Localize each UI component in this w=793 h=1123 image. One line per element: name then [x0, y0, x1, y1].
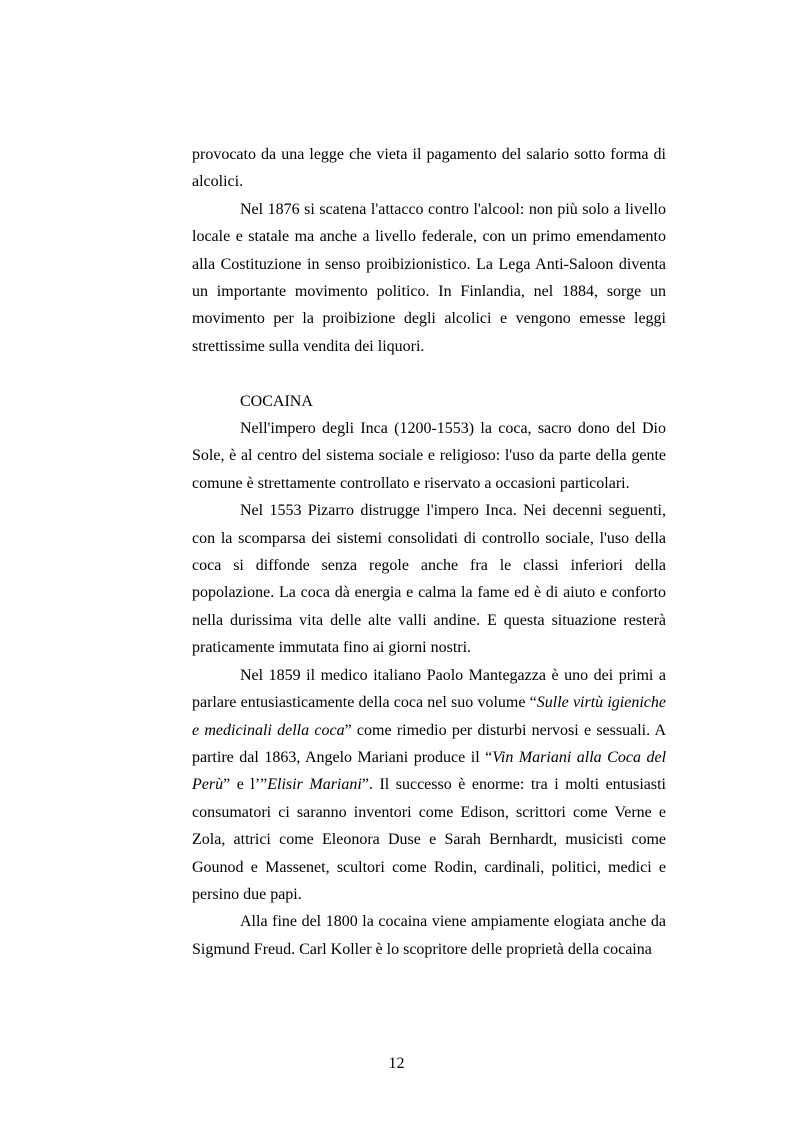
text-run: ”. Il successo è enorme: tra i molti entusiasti consumatori ci saranno inventori come Edison, scrittori come Verne e Zola, attrici come Eleonora Duse e Sarah Bernhardt, musicisti come Gounod e Massenet, scultori come Rodin, cardinali, politici, medici e persino due papi.	[192, 776, 667, 903]
page-number: 12	[388, 1055, 405, 1072]
product-name-elisir-mariani: Elisir Mariani	[267, 776, 362, 794]
paragraph-mantegazza	[192, 662, 666, 909]
book-title: Sulle virtù igieniche e medicinali della coca	[192, 694, 667, 739]
text-run: ” e l’”	[223, 776, 268, 794]
paragraph-pizarro: Nel 1553 Pizarro distrugge l'impero Inca. Nei decenni seguenti, con la scomparsa dei sistemi consolidati di controllo sociale, l'uso della coca si diffonde senza regole anche fra le classi inferiori della popolazione. La coca dà energia e calma la fame ed è di aiuto e conforto nella durissima vita delle alte valli andine. E questa situazione resterà praticamente immutata fino ai giorni nostri.	[192, 502, 666, 657]
text-run: ” come rimedio per disturbi nervosi e sessuali. A partire dal 1863, Angelo Mariani produce il “	[192, 721, 667, 766]
paragraph-1876: Nel 1876 si scatena l'attacco contro l'alcool: non più solo a livello locale e statale ma anche a livello federale, con un primo emendamento alla Costituzione in senso proibizionistico. La Lega Anti-Saloon diventa un importante movimento politico. In Finlandia, nel 1884, sorge un movimento per la proibizione degli alcolici e vengono emesse leggi strettissime sulla vendita dei liquori.	[192, 200, 666, 355]
paragraph-freud: Alla fine del 1800 la cocaina viene ampiamente elogiata anche da Sigmund Freud. Carl Koller è lo scopritore delle proprietà della cocaina	[192, 913, 666, 958]
body-text	[192, 141, 666, 963]
section-heading-cocaina: COCAINA	[240, 392, 313, 410]
product-name-vin-mariani: Vin Mariani alla Coca del Perù	[192, 748, 667, 794]
paragraph-inca: Nell'impero degli Inca (1200-1553) la coca, sacro dono del Dio Sole, è al centro del sistema sociale e religioso: l'uso da parte della gente comune è strettamente controllato e riservato a occasioni particolari.	[192, 420, 666, 492]
text-run: Nel 1859 il medico italiano Paolo Mantegazza è uno dei primi a parlare entusiasticamente della coca nel suo volume “	[192, 666, 666, 712]
paragraph-continuation: provocato da una legge che vieta il pagamento del salario sotto forma di alcolici.	[192, 146, 666, 191]
section-spacer	[192, 360, 666, 387]
